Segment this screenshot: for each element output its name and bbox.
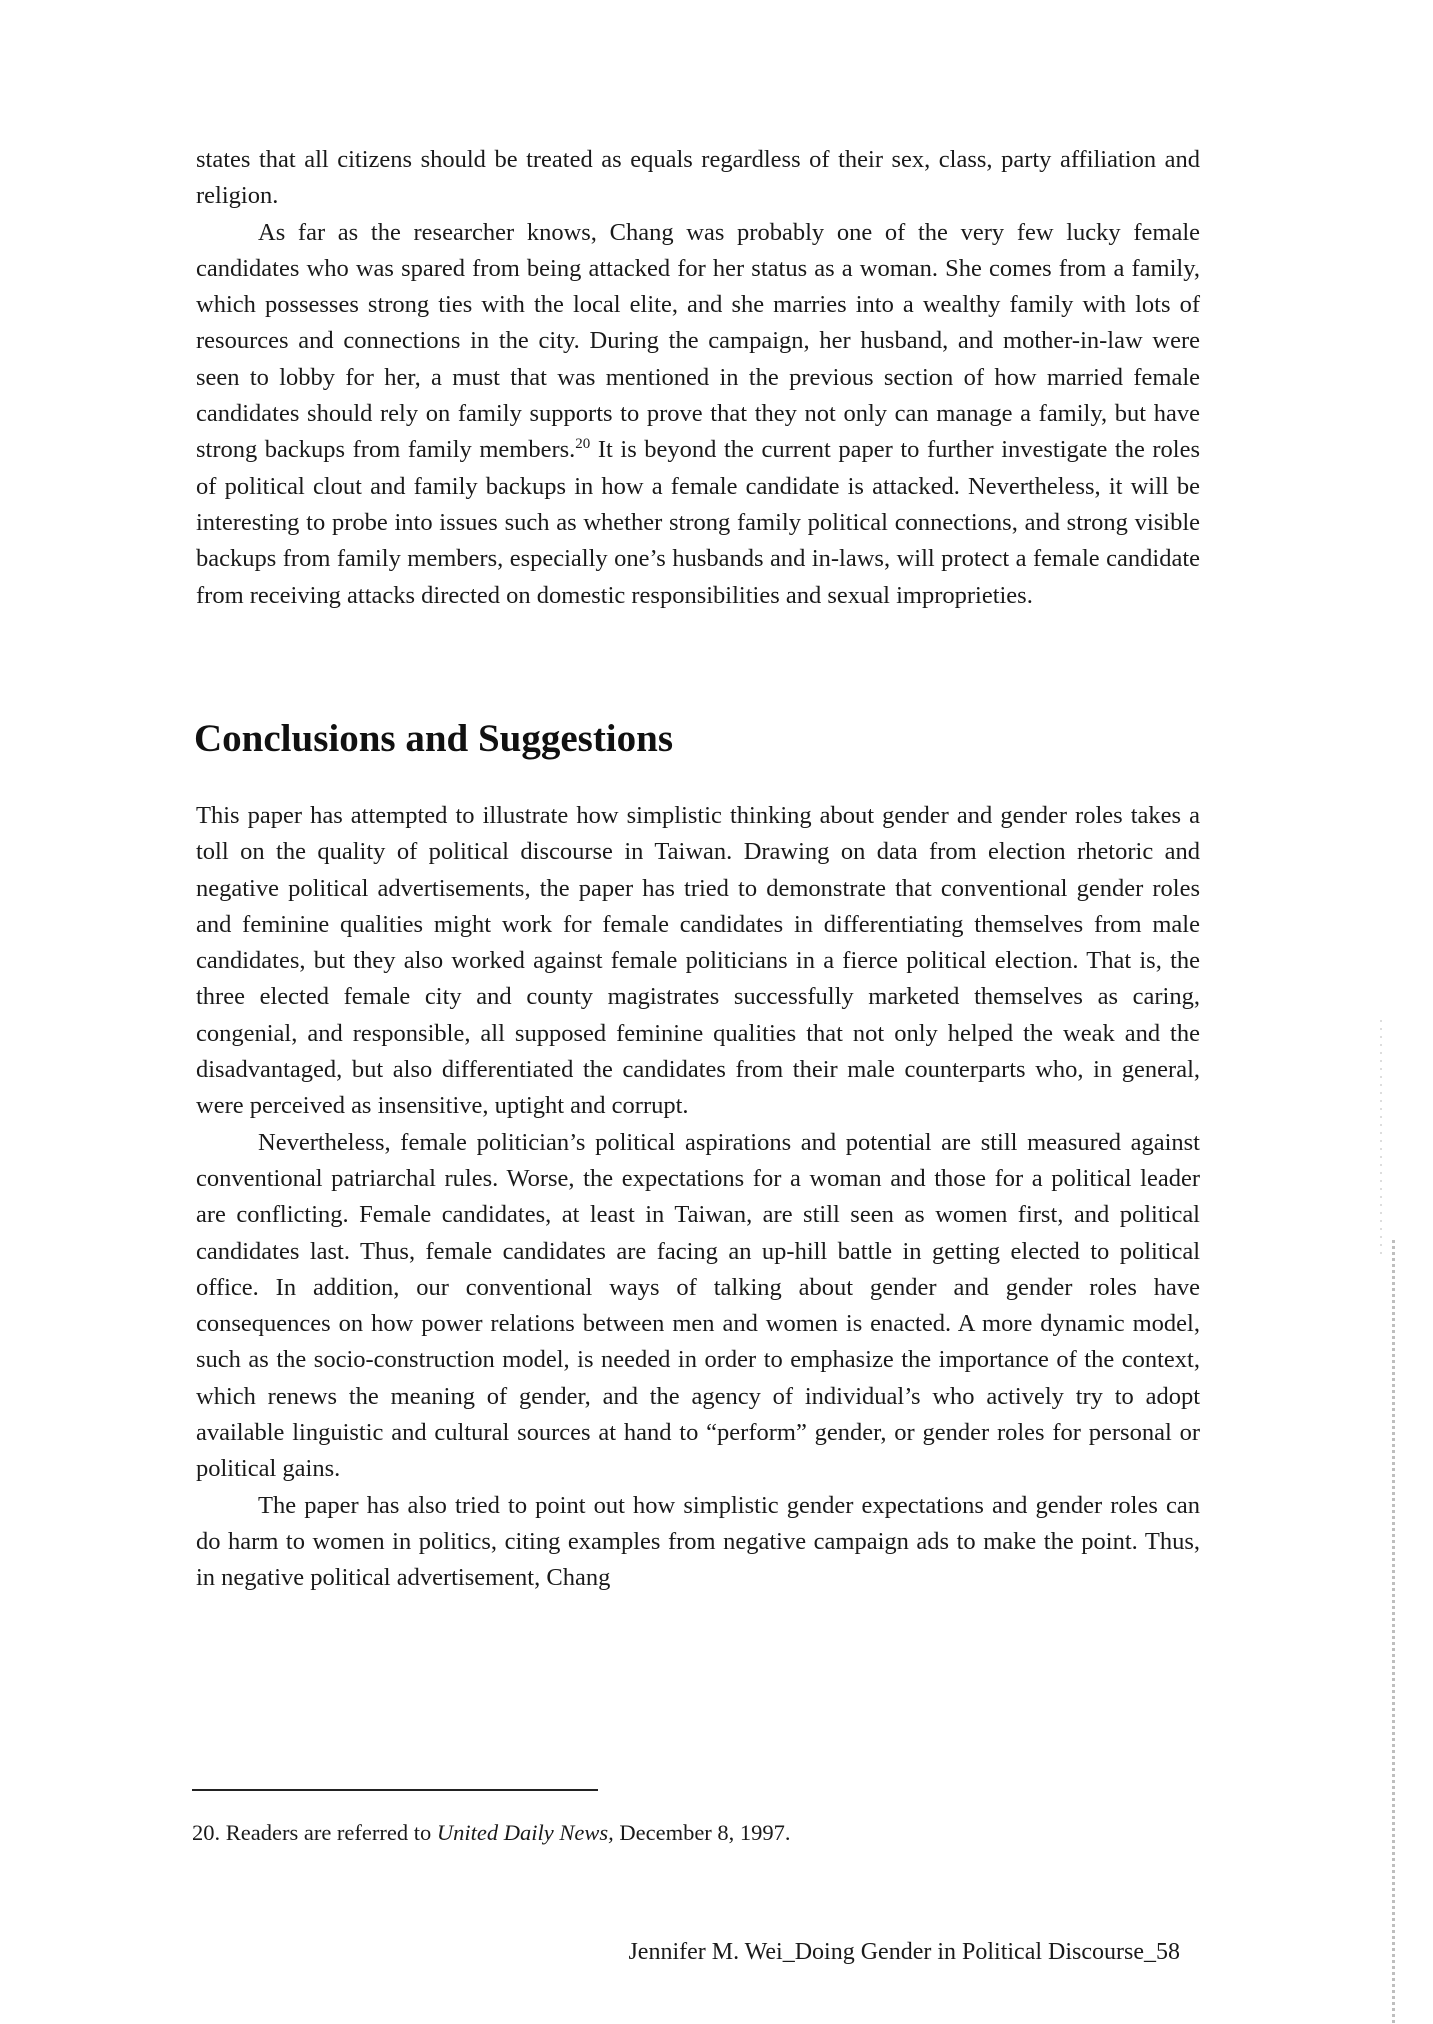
paragraph-conclusions-2: Nevertheless, female politician’s political aspirations and potential are still measured against conventional patriarchal rules. Worse, the expectations for a woman and those for a political leader are conflicting. Female candidates, at least in Taiwan, are still seen as women first, and political candidates last. Thus, female candidates are facing an up-hill battle in getting elected to political office. In addition, our conventional ways of talking about gender and gender roles have consequences on how power relations between men and women is enacted. A more dynamic model, such as the socio-construction model, is needed in order to emphasize the importance of the context, which renews the meaning of gender, and the agency of individual’s who actively try to adopt available linguistic and cultural sources at hand to “perform” gender, or gender roles for personal or political gains. xyxy=(196,1128,1200,1483)
paragraph-conclusions-1: This paper has attempted to illustrate how simplistic thinking about gender and gender roles takes a toll on the quality of political discourse in Taiwan. Drawing on data from election rhetoric and negative political advertisements, the paper has tried to demonstrate that conventional gender roles and feminine qualities might work for female candidates in differentiating themselves from male candidates, but they also worked against female politicians in a fierce political election. That is, the three elected female city and county magistrates successfully marketed themselves as caring, congenial, and responsible, all supposed feminine qualities that not only helped the weak and the disadvantaged, but also differentiated the candidates from their male counterparts who, in general, were perceived as insensitive, uptight and corrupt. xyxy=(196,802,1200,1120)
section-heading: Conclusions and Suggestions xyxy=(194,717,674,760)
paragraph-conclusions-3: The paper has also tried to point out how simplistic gender expectations and gender roles can do harm to women in politics, citing examples from negative campaign ads to make the point. Thus, in negative political advertisement, Chang xyxy=(196,1491,1200,1592)
running-footer: Jennifer M. Wei_Doing Gender in Political Discourse_58 xyxy=(628,1939,1180,1965)
footnote-lead: 20. Readers are referred to xyxy=(192,1820,437,1845)
scan-edge-mark xyxy=(1392,1240,1395,2024)
paragraph-chang-family xyxy=(196,215,1200,614)
paragraph-chang-family-text: As far as the researcher knows, Chang was probably one of the very few lucky female candidates who was spared from being attacked for her status as a woman. She comes from a family, which possesses strong ties with the local elite, and she marries into a wealthy family with lots of resources and connections in the city. During the campaign, her husband, and mother-in-law were seen to lobby for her, a must that was mentioned in the previous section of how married female candidates should rely on family supports to prove that they not only can manage a family, but have strong backups from family members. xyxy=(196,218,1200,464)
paragraph-chang-family-tail: It is beyond the current paper to further investigate the roles of political clout and family backups in how a female candidate is attacked. Nevertheless, it will be interesting to probe into issues such as whether strong family political connections, and strong visible backups from family members, especially one’s husbands and in-laws, will protect a female candidate from receiving attacks directed on domestic responsibilities and sexual improprieties. xyxy=(196,436,1201,609)
footnote-tail: December 8, 1997. xyxy=(613,1820,791,1845)
footnote-20 xyxy=(192,1818,791,1848)
footnote-divider xyxy=(192,1789,598,1791)
footnote-reference: 20 xyxy=(575,436,591,453)
scan-edge-mark-faint xyxy=(1380,1020,1382,1260)
conclusions-text-block xyxy=(196,798,1200,1597)
footnote-source-title: United Daily News, xyxy=(436,1820,614,1845)
intro-text-block xyxy=(196,142,1200,614)
paragraph-continuation: states that all citizens should be treated as equals regardless of their sex, class, party affiliation and religion. xyxy=(196,146,1200,210)
